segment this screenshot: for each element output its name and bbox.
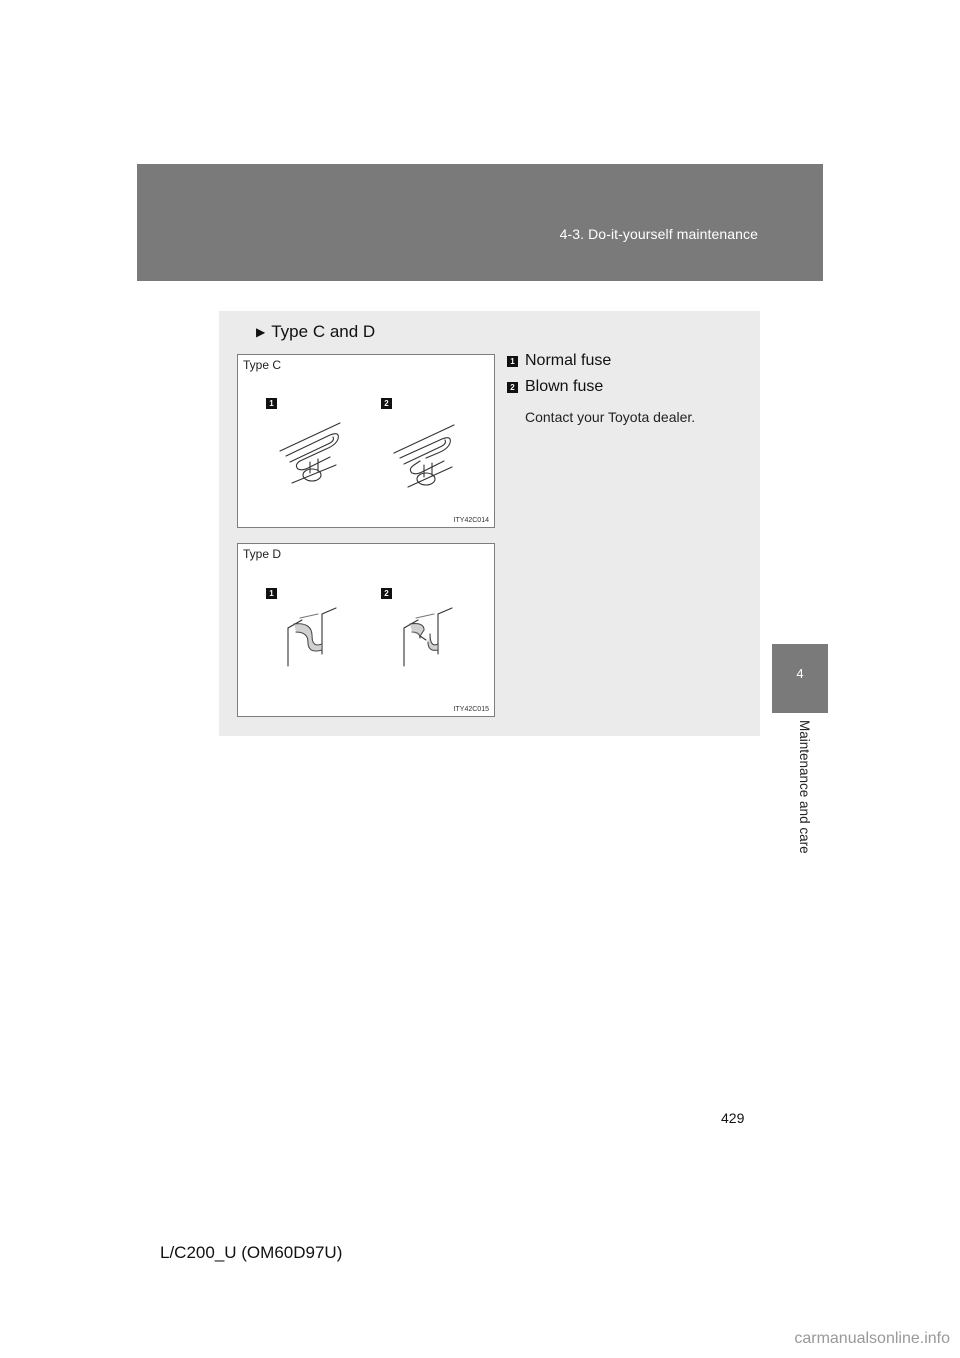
right-triangle-icon: ▶ xyxy=(256,325,266,339)
figure-callout-2: 2 xyxy=(381,398,392,409)
section-title: 4-3. Do-it-yourself maintenance xyxy=(559,226,758,242)
figure-callout-1: 1 xyxy=(266,588,277,599)
callout-legend xyxy=(507,352,747,425)
watermark-text: carmanualsonline.info xyxy=(794,1330,950,1347)
section-heading-text: Type C and D xyxy=(271,322,376,341)
figure-callout-1: 1 xyxy=(266,398,277,409)
page-header-bar xyxy=(137,164,823,281)
chapter-tab[interactable] xyxy=(772,644,828,713)
legend-callout-1: 1 xyxy=(507,356,518,367)
chapter-number: 4 xyxy=(796,666,804,681)
section-heading xyxy=(256,322,375,342)
legend-item-blown-fuse xyxy=(507,378,747,404)
footer-document-code: L/C200_U (OM60D97U) xyxy=(160,1243,343,1262)
legend-text: Blown fuse xyxy=(525,378,604,395)
figure-label: Type D xyxy=(243,547,282,561)
legend-item-normal-fuse xyxy=(507,352,747,378)
figure-callout-2: 2 xyxy=(381,588,392,599)
fuse-type-d-illustration xyxy=(238,544,494,716)
fuse-type-c-illustration xyxy=(238,355,494,527)
legend-callout-2: 2 xyxy=(507,382,518,393)
figure-type-d xyxy=(237,543,495,717)
legend-text: Normal fuse xyxy=(525,352,612,369)
figure-code: ITY42C015 xyxy=(453,706,489,713)
chapter-side-label: Maintenance and care xyxy=(797,720,812,854)
figure-code: ITY42C014 xyxy=(453,517,489,524)
dealer-note: Contact your Toyota dealer. xyxy=(525,409,696,425)
content-box xyxy=(219,311,760,736)
figure-type-c xyxy=(237,354,495,528)
figure-label: Type C xyxy=(243,358,282,372)
page-number: 429 xyxy=(721,1110,745,1126)
